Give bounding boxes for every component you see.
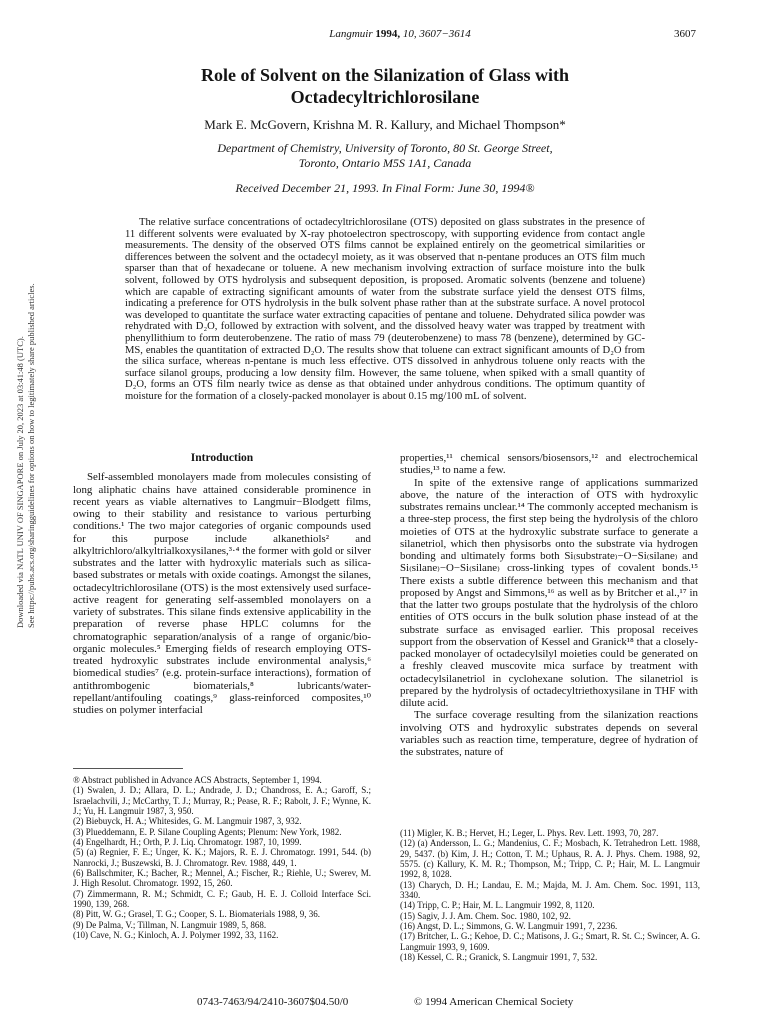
reference-12: (12) (a) Andersson, L. G.; Mandenius, C. F.; Mosbach, K. Tetrahedron Lett. 1988, 29, 5437. (b) Kim, J. H.; Cotton, T. M.; Uphaus, R. A. J. Phys. Chem. 1988, 92, 5575. (c) Kallury, K. M. R.; Thompson, M.; Tripp, C. P.; Hair, M. L. Langmuir 1992, 8, 1028. [400,838,700,880]
reference-16: (16) Angst, D. L.; Simmons, G. W. Langmuir 1991, 7, 2236. [400,921,618,932]
affiliation-line-2: Toronto, Ontario M5S 1A1, Canada [298,156,472,170]
reference-11: (11) Migler, K. B.; Hervet, H.; Leger, L. Phys. Rev. Lett. 1993, 70, 287. [400,828,659,838]
reference-5: (5) (a) Regnier, F. E.; Unger, K. K.; Majors, R. E. J. Chromatogr. 1991, 544. (b) Nanrocki, J.; Buszewski, B. J. Chromatogr. Rev. 1988, 449, 1. [73,847,371,868]
left-column [73,452,371,716]
title-line-2: Octadecyltrichlorosilane [290,87,480,107]
footnote-divider [73,768,183,769]
journal-year: 1994, [375,28,401,40]
article-code: 0743-7463/94/2410-3607$04.50/0 [197,996,349,1008]
journal-name: Langmuir [329,28,373,40]
footnotes-left [73,775,371,941]
section-heading-introduction: Introduction [190,452,254,464]
intro-paragraph-2: In spite of the extensive range of applications summarized above, the nature of the interaction of OTS with hydroxylic substrates remains unclear.¹⁴ The commonly accepted mechanism is a three-step process, the first step being the hydrolysis of the chloro moieties of OTS at the hydroxylic substrate surface to generate a silanetriol, which then physisorbs onto the substrate via hydrogen bonding and ultimately forms both Si₍substrate₎−O−Si₍silane₎ and Si₍silane₎−O−Si₍silane₎ cross-linking types of covalent bonds.¹⁵ There exists a subtle difference between this mechanism and that proposed by Angst and Simmons,¹⁶ as well as by Britcher et al.,¹⁷ in that the latter two groups postulate that the hydrolysis of the chloro entities of OTS occurs in the bulk solution phase instead of at the substrate surface as envisaged earlier. This proposal receives support from the observation of Kessel and Granick¹⁸ that a closely-packed monolayer of octadecylsilyl moieties could be generated on a freshly cleaved muscovite mica surface by treatment with octadecylsilanetriol in cyclohexane solution. The silanetriol is prepared by the hydrolysis of octadecyltriethoxysilane in THF with dilute acid. [400,476,698,709]
intro-paragraph-1-cont: properties,¹¹ chemical sensors/biosensors,¹² and electrochemical studies,¹³ to name a few. [400,452,698,477]
reference-2: (2) Biebuyck, H. A.; Whitesides, G. M. Langmuir 1987, 3, 932. [73,816,302,827]
reference-10: (10) Cave, N. G.; Kinloch, A. J. Polymer 1992, 33, 1162. [73,930,279,941]
reference-8: (8) Pitt, W. G.; Grasel, T. G.; Cooper, S. L. Biomaterials 1988, 9, 36. [73,909,321,920]
reference-6: (6) Ballschmiter, K.; Bacher, R.; Mennel, A.; Fischer, R.; Riehle, U.; Swerev, M. J. High Resolut. Chromatogr. 1992, 15, 260. [73,868,371,889]
download-notice-line1: Downloaded via NATL UNIV OF SINGAPORE on July 20, 2023 at 03:41:48 (UTC). [15,336,25,628]
reference-15: (15) Sagiv, J. J. Am. Chem. Soc. 1980, 102, 92. [400,910,571,921]
page-number: 3607 [674,28,696,40]
reference-9: (9) De Palma, V.; Tillman, N. Langmuir 1989, 5, 868. [73,919,267,930]
affiliation-line-1: Department of Chemistry, University of Toronto, 80 St. George Street, [217,141,553,155]
title-line-1: Role of Solvent on the Silanization of Glass with [200,65,570,85]
reference-18: (18) Kessel, C. R.; Granick, S. Langmuir 1991, 7, 532. [400,952,598,963]
received-dates: Received December 21, 1993. In Final Form: June 30, 1994® [235,181,535,195]
reference-3: (3) Plueddemann, E. P. Silane Coupling Agents; Plenum: New York, 1982. [73,826,342,837]
footnote-abstract-pub: ® Abstract published in Advance ACS Abstracts, September 1, 1994. [73,775,322,785]
reference-1: (1) Swalen, J. D.; Allara, D. L.; Andrade, J. D.; Chandross, E. A.; Garoff, S.; Israelachvili, J.; McCarthy, T. J.; Murray, R.; Pease, R. F.; Rabolt, J. F.; Wynne, K. J.; Yu, H. Langmuir 1987, 3, 950. [73,785,371,817]
abstract: The relative surface concentrations of octadecyltrichlorosilane (OTS) deposited on glass substrates in the presence of 11 different solvents were evaluated by X-ray photoelectron spectroscopy, with supporting evidence from contact angle measurements. The density of the observed OTS films cannot be explained entirely on the geometrical similarities or differences between the solvent and the octadecyl moiety, as it was observed that n-pentane produces an OTS film much sparser than that of hexadecane or toluene. A new mechanism involving extraction of surface moisture into the bulk solvent, followed by OTS hydrolysis and subsequent deposition, is proposed. Aromatic solvents (benzene and toluene) which are capable of extracting significant amounts of water from the substrate surface yield the densest OTS films, indicating a preference for OTS hydrolysis in the bulk solvent phase rather than at the substrate surface. A novel protocol was developed to quantitate the surface water extracting capacities of pentane and toluene. Dehydrated silica powder was rehydrated with D₂O, followed by extraction with solvent, and the dissolved heavy water was trapped by treatment with phenyllithium to form deuterobenzene. The ratio of mass 79 (deuterobenzene) to mass 78 (benzene), determined by GC-MS, enables the quantitation of extracted D₂O. The results show that toluene can extract significant amounts of D₂O from the silica surface, whereas n-pentane is much less effective. OTS dissolved in anhydrous toluene only reacts with the surface silanol groups, producing a low density film. However, the same toluene, when spiked with a small quantity of D₂O, forms an OTS film nearly twice as dense as that obtained under anhydrous conditions. The optimum quantity of moisture for the formation of a closely-packed monolayer is about 0.15 mg/100 mL of solvent. [125,217,645,402]
author-list: Mark E. McGovern, Krishna M. R. Kallury, and Michael Thompson* [204,117,566,132]
reference-17: (17) Britcher, L. G.; Kehoe, D. C.; Matisons, J. G.; Smart, R. St. C.; Swincer, A. G. Langmuir 1993, 9, 1609. [400,931,700,952]
reference-4: (4) Engelhardt, H.; Orth, P. J. Liq. Chromatogr. 1987, 10, 1999. [73,837,302,848]
reference-14: (14) Tripp, C. P.; Hair, M. L. Langmuir 1992, 8, 1120. [400,900,595,911]
copyright-notice: © 1994 American Chemical Society [414,996,574,1008]
right-column [400,452,698,758]
running-head [300,28,500,40]
article-title [120,64,650,108]
download-notice-line2: See https://pubs.acs.org/sharingguidelines for options on how to legitimately share published articles. [26,283,36,628]
reference-13: (13) Charych, D. H.; Landau, E. M.; Majda, M. J. Am. Chem. Soc. 1991, 113, 3340. [400,879,700,901]
reference-7: (7) Zimmermann, R. M.; Schmidt, C. F.; Gaub, H. E. J. Colloid Interface Sci. 1990, 139, 268. [73,888,371,910]
intro-paragraph-1: Self-assembled monolayers made from molecules consisting of long aliphatic chains have attained considerable prominence in recent years as viable alternatives to Langmuir−Blodgett films, owing to their stability and resistance to various perturbing conditions.¹ The two major categories of organic compounds used for this purpose include alkanethiols² and alkyltrichloro/alkyltrialkoxysilanes,³·⁴ the former with gold or silver substrates and the latter with hydroxylic materials such as silica-based substrates or metals with oxide coatings. Amongst the silanes, octadecyltrichlorosilane (OTS) is the most extensively used surface-active reagent for generating self-assembled monolayers on a variety of substrates. This silane finds extensive applicability in the preparation of reverse phase HPLC columns for the chromatographic separation/analysis of a range of organic/bio-organic molecules.⁵ Emerging fields of research employing OTS-treated hydroxylic substrates include environmental analysis,⁶ biomedical studies⁷ (e.g. protein-surface interactions), formation of antithrombogenic biomaterials,⁸ lubricants/water-repellant/antifouling coatings,⁹ glass-reinforced composites,¹⁰ studies on polymer interfacial [73,471,371,716]
footnotes-right [400,828,700,962]
journal-citation: 10, 3607−3614 [402,28,471,40]
affiliation [120,141,650,171]
intro-paragraph-3: The surface coverage resulting from the silanization reactions involving OTS and hydroxylic substrates depends on several variables such as reaction time, temperature, degree of hydration of the substrates, nature of [400,709,698,758]
